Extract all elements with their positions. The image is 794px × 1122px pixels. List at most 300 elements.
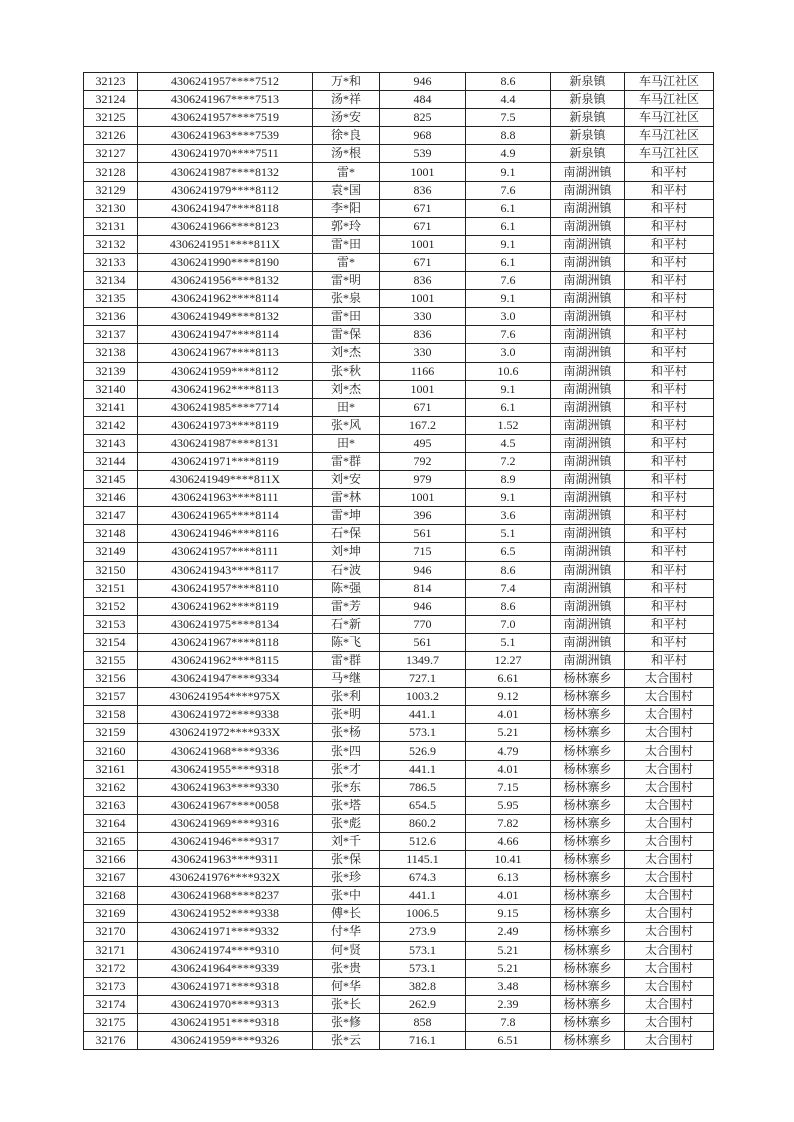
town-cell: 南湖洲镇 [551, 253, 625, 271]
name-cell: 刘*坤 [313, 543, 380, 561]
row-number-cell: 32164 [84, 814, 138, 832]
amount-cell: 441.1 [380, 760, 466, 778]
area-cell: 7.6 [466, 272, 551, 290]
amount-cell: 671 [380, 199, 466, 217]
village-cell: 太合围村 [625, 869, 714, 887]
table-row [84, 199, 714, 217]
village-cell: 太合围村 [625, 796, 714, 814]
name-cell: 雷*明 [313, 272, 380, 290]
amount-cell: 671 [380, 217, 466, 235]
town-cell: 新泉镇 [551, 145, 625, 163]
row-number-cell: 32153 [84, 615, 138, 633]
village-cell: 太合围村 [625, 1031, 714, 1049]
name-cell: 张*四 [313, 742, 380, 760]
town-cell: 杨林寨乡 [551, 1031, 625, 1049]
village-cell: 和平村 [625, 507, 714, 525]
id-number-cell: 4306241957****8111 [138, 543, 313, 561]
table-row [84, 1013, 714, 1031]
town-cell: 南湖洲镇 [551, 597, 625, 615]
area-cell: 7.6 [466, 326, 551, 344]
table-row [84, 778, 714, 796]
table-row [84, 362, 714, 380]
id-number-cell: 4306241985****7714 [138, 398, 313, 416]
table-row [84, 344, 714, 362]
name-cell: 石*保 [313, 525, 380, 543]
name-cell: 付*华 [313, 923, 380, 941]
area-cell: 5.1 [466, 525, 551, 543]
town-cell: 南湖洲镇 [551, 652, 625, 670]
village-cell: 和平村 [625, 163, 714, 181]
area-cell: 4.4 [466, 91, 551, 109]
amount-cell: 716.1 [380, 1031, 466, 1049]
name-cell: 汤*祥 [313, 91, 380, 109]
town-cell: 新泉镇 [551, 73, 625, 91]
town-cell: 南湖洲镇 [551, 235, 625, 253]
town-cell: 杨林寨乡 [551, 670, 625, 688]
table-row [84, 543, 714, 561]
amount-cell: 1001 [380, 235, 466, 253]
row-number-cell: 32148 [84, 525, 138, 543]
table-row [84, 561, 714, 579]
name-cell: 张*长 [313, 995, 380, 1013]
table-row [84, 163, 714, 181]
name-cell: 张*利 [313, 688, 380, 706]
town-cell: 杨林寨乡 [551, 905, 625, 923]
name-cell: 傅*长 [313, 905, 380, 923]
village-cell: 和平村 [625, 326, 714, 344]
row-number-cell: 32130 [84, 199, 138, 217]
village-cell: 和平村 [625, 398, 714, 416]
row-number-cell: 32162 [84, 778, 138, 796]
table-row [84, 308, 714, 326]
table-row [84, 489, 714, 507]
name-cell: 雷*林 [313, 489, 380, 507]
name-cell: 张*风 [313, 416, 380, 434]
area-cell: 4.01 [466, 706, 551, 724]
town-cell: 南湖洲镇 [551, 326, 625, 344]
town-cell: 南湖洲镇 [551, 290, 625, 308]
name-cell: 张*泉 [313, 290, 380, 308]
table-row [84, 452, 714, 470]
row-number-cell: 32167 [84, 869, 138, 887]
town-cell: 杨林寨乡 [551, 706, 625, 724]
id-number-cell: 4306241962****8119 [138, 597, 313, 615]
id-number-cell: 4306241962****8115 [138, 652, 313, 670]
town-cell: 南湖洲镇 [551, 272, 625, 290]
table-row [84, 471, 714, 489]
id-number-cell: 4306241952****9338 [138, 905, 313, 923]
name-cell: 陈*强 [313, 579, 380, 597]
id-number-cell: 4306241946****9317 [138, 832, 313, 850]
village-cell: 和平村 [625, 561, 714, 579]
amount-cell: 330 [380, 344, 466, 362]
town-cell: 杨林寨乡 [551, 742, 625, 760]
area-cell: 7.6 [466, 181, 551, 199]
row-number-cell: 32126 [84, 127, 138, 145]
table-row [84, 832, 714, 850]
amount-cell: 441.1 [380, 706, 466, 724]
table-row [84, 416, 714, 434]
table-row [84, 272, 714, 290]
name-cell: 何*贤 [313, 941, 380, 959]
town-cell: 南湖洲镇 [551, 380, 625, 398]
row-number-cell: 32150 [84, 561, 138, 579]
amount-cell: 512.6 [380, 832, 466, 850]
name-cell: 雷* [313, 163, 380, 181]
table-row [84, 615, 714, 633]
village-cell: 和平村 [625, 633, 714, 651]
table-row [84, 887, 714, 905]
name-cell: 何*华 [313, 977, 380, 995]
village-cell: 太合围村 [625, 905, 714, 923]
town-cell: 南湖洲镇 [551, 633, 625, 651]
table-row [84, 398, 714, 416]
name-cell: 雷*坤 [313, 507, 380, 525]
id-number-cell: 4306241963****9330 [138, 778, 313, 796]
village-cell: 太合围村 [625, 778, 714, 796]
area-cell: 6.51 [466, 1031, 551, 1049]
row-number-cell: 32124 [84, 91, 138, 109]
area-cell: 7.2 [466, 452, 551, 470]
row-number-cell: 32172 [84, 959, 138, 977]
id-number-cell: 4306241973****8119 [138, 416, 313, 434]
area-cell: 7.4 [466, 579, 551, 597]
amount-cell: 539 [380, 145, 466, 163]
table-row [84, 290, 714, 308]
area-cell: 7.8 [466, 1013, 551, 1031]
row-number-cell: 32169 [84, 905, 138, 923]
amount-cell: 561 [380, 525, 466, 543]
name-cell: 刘*千 [313, 832, 380, 850]
row-number-cell: 32170 [84, 923, 138, 941]
name-cell: 雷* [313, 253, 380, 271]
village-cell: 太合围村 [625, 832, 714, 850]
id-number-cell: 4306241946****8116 [138, 525, 313, 543]
town-cell: 新泉镇 [551, 127, 625, 145]
table-row [84, 670, 714, 688]
id-number-cell: 4306241970****9313 [138, 995, 313, 1013]
area-cell: 2.49 [466, 923, 551, 941]
name-cell: 袁*国 [313, 181, 380, 199]
id-number-cell: 4306241967****0058 [138, 796, 313, 814]
town-cell: 南湖洲镇 [551, 615, 625, 633]
amount-cell: 1003.2 [380, 688, 466, 706]
id-number-cell: 4306241964****9339 [138, 959, 313, 977]
amount-cell: 836 [380, 272, 466, 290]
table-row [84, 217, 714, 235]
amount-cell: 1166 [380, 362, 466, 380]
name-cell: 张*明 [313, 706, 380, 724]
table-body [84, 73, 714, 1050]
name-cell: 张*彪 [313, 814, 380, 832]
village-cell: 和平村 [625, 181, 714, 199]
amount-cell: 946 [380, 597, 466, 615]
village-cell: 太合围村 [625, 724, 714, 742]
amount-cell: 792 [380, 452, 466, 470]
village-cell: 和平村 [625, 416, 714, 434]
area-cell: 6.1 [466, 199, 551, 217]
row-number-cell: 32168 [84, 887, 138, 905]
amount-cell: 1001 [380, 489, 466, 507]
amount-cell: 654.5 [380, 796, 466, 814]
town-cell: 南湖洲镇 [551, 543, 625, 561]
table-row [84, 507, 714, 525]
amount-cell: 1001 [380, 290, 466, 308]
amount-cell: 858 [380, 1013, 466, 1031]
row-number-cell: 32140 [84, 380, 138, 398]
name-cell: 田* [313, 398, 380, 416]
village-cell: 和平村 [625, 452, 714, 470]
id-number-cell: 4306241987****8132 [138, 163, 313, 181]
id-number-cell: 4306241966****8123 [138, 217, 313, 235]
town-cell: 南湖洲镇 [551, 398, 625, 416]
row-number-cell: 32175 [84, 1013, 138, 1031]
id-number-cell: 4306241954****975X [138, 688, 313, 706]
table-row [84, 814, 714, 832]
table-row [84, 724, 714, 742]
village-cell: 太合围村 [625, 941, 714, 959]
id-number-cell: 4306241955****9318 [138, 760, 313, 778]
village-cell: 太合围村 [625, 959, 714, 977]
row-number-cell: 32156 [84, 670, 138, 688]
row-number-cell: 32139 [84, 362, 138, 380]
id-number-cell: 4306241974****9310 [138, 941, 313, 959]
amount-cell: 1001 [380, 163, 466, 181]
amount-cell: 573.1 [380, 941, 466, 959]
amount-cell: 979 [380, 471, 466, 489]
area-cell: 3.0 [466, 308, 551, 326]
amount-cell: 526.9 [380, 742, 466, 760]
name-cell: 李*阳 [313, 199, 380, 217]
area-cell: 6.5 [466, 543, 551, 561]
amount-cell: 262.9 [380, 995, 466, 1013]
village-cell: 太合围村 [625, 851, 714, 869]
amount-cell: 825 [380, 109, 466, 127]
name-cell: 马*继 [313, 670, 380, 688]
id-number-cell: 4306241975****8134 [138, 615, 313, 633]
name-cell: 雷*芳 [313, 597, 380, 615]
village-cell: 和平村 [625, 199, 714, 217]
name-cell: 汤*根 [313, 145, 380, 163]
row-number-cell: 32129 [84, 181, 138, 199]
area-cell: 8.6 [466, 73, 551, 91]
name-cell: 刘*杰 [313, 344, 380, 362]
town-cell: 南湖洲镇 [551, 561, 625, 579]
area-cell: 12.27 [466, 652, 551, 670]
town-cell: 杨林寨乡 [551, 1013, 625, 1031]
name-cell: 田* [313, 434, 380, 452]
row-number-cell: 32128 [84, 163, 138, 181]
name-cell: 张*中 [313, 887, 380, 905]
area-cell: 4.01 [466, 760, 551, 778]
area-cell: 6.1 [466, 217, 551, 235]
village-cell: 和平村 [625, 489, 714, 507]
area-cell: 7.15 [466, 778, 551, 796]
village-cell: 和平村 [625, 362, 714, 380]
area-cell: 6.61 [466, 670, 551, 688]
area-cell: 2.39 [466, 995, 551, 1013]
amount-cell: 1145.1 [380, 851, 466, 869]
village-cell: 车马江社区 [625, 73, 714, 91]
id-number-cell: 4306241949****8132 [138, 308, 313, 326]
id-number-cell: 4306241949****811X [138, 471, 313, 489]
name-cell: 雷*田 [313, 308, 380, 326]
data-table [83, 72, 714, 1050]
id-number-cell: 4306241979****8112 [138, 181, 313, 199]
town-cell: 南湖洲镇 [551, 181, 625, 199]
area-cell: 9.1 [466, 380, 551, 398]
id-number-cell: 4306241957****8110 [138, 579, 313, 597]
amount-cell: 836 [380, 181, 466, 199]
table-row [84, 434, 714, 452]
name-cell: 张*珍 [313, 869, 380, 887]
table-row [84, 145, 714, 163]
amount-cell: 382.8 [380, 977, 466, 995]
row-number-cell: 32151 [84, 579, 138, 597]
village-cell: 太合围村 [625, 688, 714, 706]
row-number-cell: 32143 [84, 434, 138, 452]
village-cell: 太合围村 [625, 706, 714, 724]
table-row [84, 525, 714, 543]
area-cell: 9.15 [466, 905, 551, 923]
town-cell: 南湖洲镇 [551, 525, 625, 543]
area-cell: 5.21 [466, 941, 551, 959]
village-cell: 和平村 [625, 597, 714, 615]
row-number-cell: 32155 [84, 652, 138, 670]
id-number-cell: 4306241968****9336 [138, 742, 313, 760]
town-cell: 杨林寨乡 [551, 941, 625, 959]
village-cell: 车马江社区 [625, 145, 714, 163]
area-cell: 5.1 [466, 633, 551, 651]
amount-cell: 396 [380, 507, 466, 525]
row-number-cell: 32131 [84, 217, 138, 235]
area-cell: 7.82 [466, 814, 551, 832]
name-cell: 陈*飞 [313, 633, 380, 651]
id-number-cell: 4306241963****7539 [138, 127, 313, 145]
row-number-cell: 32159 [84, 724, 138, 742]
town-cell: 南湖洲镇 [551, 344, 625, 362]
table-row [84, 923, 714, 941]
row-number-cell: 32135 [84, 290, 138, 308]
name-cell: 万*和 [313, 73, 380, 91]
village-cell: 太合围村 [625, 1013, 714, 1031]
village-cell: 车马江社区 [625, 109, 714, 127]
area-cell: 7.0 [466, 615, 551, 633]
area-cell: 9.1 [466, 235, 551, 253]
row-number-cell: 32149 [84, 543, 138, 561]
row-number-cell: 32147 [84, 507, 138, 525]
id-number-cell: 4306241962****8113 [138, 380, 313, 398]
town-cell: 杨林寨乡 [551, 977, 625, 995]
id-number-cell: 4306241976****932X [138, 869, 313, 887]
name-cell: 张*才 [313, 760, 380, 778]
table-row [84, 869, 714, 887]
id-number-cell: 4306241947****9334 [138, 670, 313, 688]
village-cell: 和平村 [625, 290, 714, 308]
id-number-cell: 4306241971****9318 [138, 977, 313, 995]
amount-cell: 573.1 [380, 724, 466, 742]
table-row [84, 742, 714, 760]
row-number-cell: 32142 [84, 416, 138, 434]
name-cell: 刘*杰 [313, 380, 380, 398]
table-row [84, 109, 714, 127]
row-number-cell: 32173 [84, 977, 138, 995]
name-cell: 张*云 [313, 1031, 380, 1049]
village-cell: 和平村 [625, 344, 714, 362]
town-cell: 杨林寨乡 [551, 796, 625, 814]
name-cell: 刘*安 [313, 471, 380, 489]
name-cell: 郭*玲 [313, 217, 380, 235]
row-number-cell: 32174 [84, 995, 138, 1013]
name-cell: 张*修 [313, 1013, 380, 1031]
name-cell: 张*东 [313, 778, 380, 796]
area-cell: 9.1 [466, 290, 551, 308]
id-number-cell: 4306241970****7511 [138, 145, 313, 163]
village-cell: 和平村 [625, 217, 714, 235]
row-number-cell: 32163 [84, 796, 138, 814]
area-cell: 4.9 [466, 145, 551, 163]
amount-cell: 1001 [380, 380, 466, 398]
amount-cell: 946 [380, 561, 466, 579]
amount-cell: 671 [380, 398, 466, 416]
row-number-cell: 32133 [84, 253, 138, 271]
amount-cell: 968 [380, 127, 466, 145]
table-row [84, 977, 714, 995]
id-number-cell: 4306241943****8117 [138, 561, 313, 579]
row-number-cell: 32161 [84, 760, 138, 778]
town-cell: 南湖洲镇 [551, 217, 625, 235]
amount-cell: 1349.7 [380, 652, 466, 670]
id-number-cell: 4306241967****8118 [138, 633, 313, 651]
table-row [84, 760, 714, 778]
town-cell: 杨林寨乡 [551, 959, 625, 977]
row-number-cell: 32166 [84, 851, 138, 869]
name-cell: 雷*田 [313, 235, 380, 253]
village-cell: 和平村 [625, 652, 714, 670]
id-number-cell: 4306241959****8112 [138, 362, 313, 380]
town-cell: 新泉镇 [551, 109, 625, 127]
id-number-cell: 4306241969****9316 [138, 814, 313, 832]
town-cell: 杨林寨乡 [551, 832, 625, 850]
amount-cell: 273.9 [380, 923, 466, 941]
row-number-cell: 32146 [84, 489, 138, 507]
amount-cell: 946 [380, 73, 466, 91]
amount-cell: 814 [380, 579, 466, 597]
town-cell: 杨林寨乡 [551, 724, 625, 742]
town-cell: 杨林寨乡 [551, 814, 625, 832]
id-number-cell: 4306241971****9332 [138, 923, 313, 941]
table-row [84, 579, 714, 597]
name-cell: 石*波 [313, 561, 380, 579]
town-cell: 杨林寨乡 [551, 851, 625, 869]
table-row [84, 995, 714, 1013]
village-cell: 太合围村 [625, 760, 714, 778]
amount-cell: 770 [380, 615, 466, 633]
area-cell: 9.1 [466, 489, 551, 507]
town-cell: 南湖洲镇 [551, 489, 625, 507]
town-cell: 新泉镇 [551, 91, 625, 109]
area-cell: 4.5 [466, 434, 551, 452]
town-cell: 杨林寨乡 [551, 778, 625, 796]
area-cell: 4.79 [466, 742, 551, 760]
amount-cell: 330 [380, 308, 466, 326]
table-row [84, 127, 714, 145]
amount-cell: 786.5 [380, 778, 466, 796]
village-cell: 太合围村 [625, 814, 714, 832]
id-number-cell: 4306241962****8114 [138, 290, 313, 308]
area-cell: 6.1 [466, 253, 551, 271]
amount-cell: 860.2 [380, 814, 466, 832]
